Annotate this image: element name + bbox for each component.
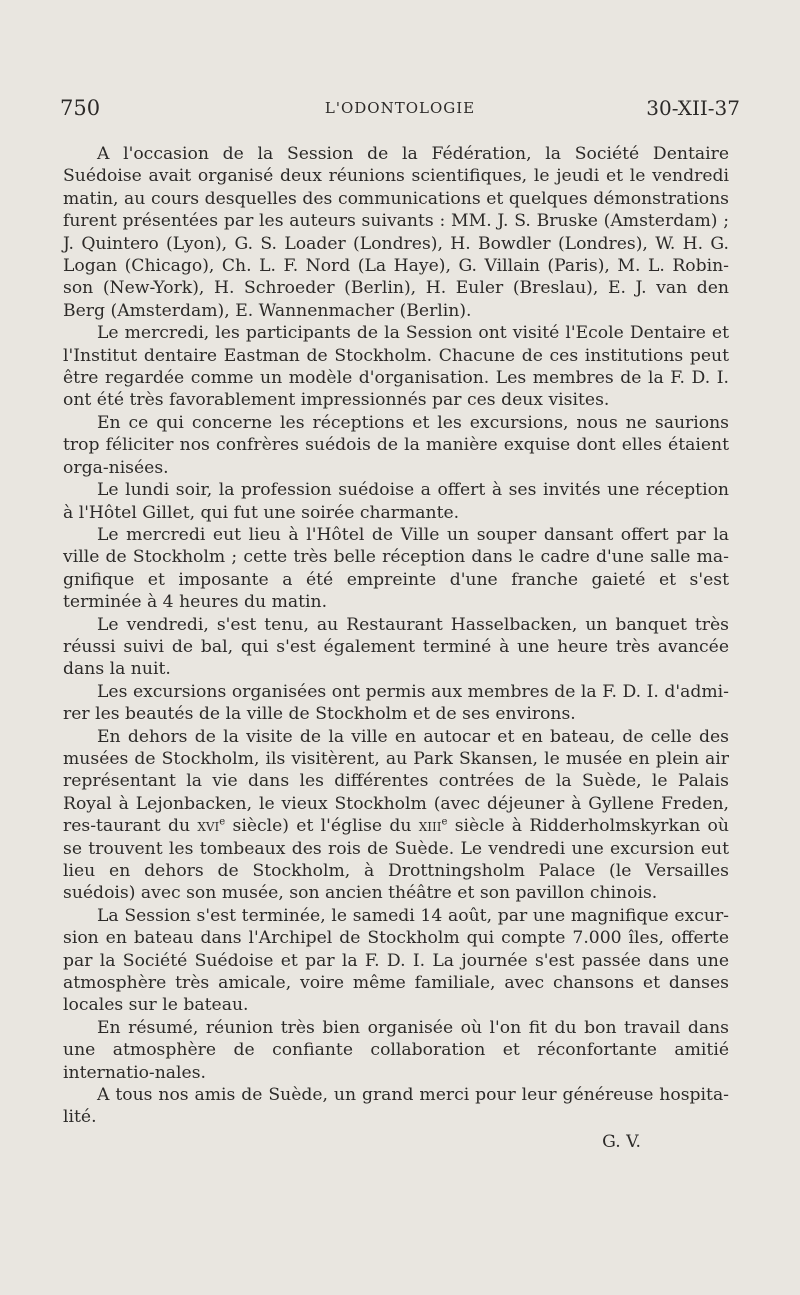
article-body [63, 143, 729, 1153]
paragraph-11: A tous nos amis de Suède, un grand merci pour leur généreuse hospita-lité. [63, 1085, 729, 1128]
paragraph-6: Le vendredi, s'est tenu, au Restaurant Hasselbacken, un banquet très réussi suivi de bal, qui s'est également terminé à une heure très avancée dans la nuit. [63, 614, 729, 680]
paragraph-2: Le mercredi, les participants de la Session ont visité l'Ecole Dentaire et l'Institut dentaire Eastman de Stockholm. Chacune de ces institutions peut être regardée comme un modèle d'organisation. Les membres de la F. D. I. ont été très favorablement impressionnés par ces deux visites. [63, 323, 729, 411]
paragraph-9: La Session s'est terminée, le samedi 14 août, par une magnifique excur-sion en bateau dans l'Archipel de Stockholm qui compte 7.000 îles, offerte par la Société Suédoise et par la F. D. I. La journée s'est passée dans une atmosphère très amicale, voire même familiale, avec chansons et danses locales sur le bateau. [63, 905, 729, 1016]
signature: G. V. [602, 1131, 641, 1152]
century-xiii: xiii [418, 816, 442, 837]
p8-part-c: siècle à Ridderholmskyrkan où se trouvent les tombeaux des rois de Suède. Le vendredi une excursion eut lieu en dehors de Stockholm, à Drottningsholm Palace (le Versailles suédois) avec son musée, son ancien théâtre et son pavillon chinois. [63, 816, 729, 904]
page-number: 750 [60, 96, 101, 120]
paragraph-3: En ce qui concerne les réceptions et les excursions, nous ne saurions trop féliciter nos confrères suédois de la manière exquise dont elles étaient orga-nisées. [63, 412, 729, 478]
sup-e-1: e [219, 816, 226, 828]
paragraph-5: Le mercredi eut lieu à l'Hôtel de Ville un souper dansant offert par la ville de Stockholm ; cette très belle réception dans le cadre d'une salle ma-gnifique et imposante a été empreinte d'une franche gaieté et s'est terminée à 4 heures du matin. [63, 524, 729, 613]
paragraph-10: En résumé, réunion très bien organisée où l'on fit du bon travail dans une atmosphère de confiante collaboration et réconfortante amitié internatio-nales. [63, 1017, 729, 1083]
sup-e-2: e [441, 816, 448, 828]
paragraph-7: Les excursions organisées ont permis aux membres de la F. D. I. d'admi-rer les beautés de la ville de Stockholm et de ses environs. [63, 681, 729, 725]
p8-part-b: siècle) et l'église du [225, 816, 419, 837]
p8-part-a: En dehors de la visite de la ville en autocar et en bateau, de celle des musées de Stockholm, ils visitèrent, au Park Skansen, le musée en plein air représentant la vie dans les différentes contrées de la Suède, le Palais Royal à Lejonbacken, le vieux Stockholm (avec déjeuner à Gyllene Freden, res-taurant du [63, 726, 729, 837]
paragraph-1: A l'occasion de la Session de la Fédération, la Société Dentaire Suédoise avait organisé deux réunions scientifiques, le jeudi et le vendredi matin, au cours desquelles des communications et quelques démonstrations furent présentées par les auteurs suivants : MM. J. S. Bruske (Amsterdam) ; J. Quintero (Lyon), G. S. Loader (Londres), H. Bowdler (Londres), W. H. G. Logan (Chicago), Ch. L. F. Nord (La Haye), G. Villain (Paris), M. L. Robin-son (New-York), H. Schroeder (Berlin), H. Euler (Breslau), E. J. van den Berg (Amsterdam), E. Wannenmacher (Berlin). [63, 144, 729, 321]
paragraph-4: Le lundi soir, la profession suédoise a offert à ses invités une réception à l'Hôtel Gillet, qui fut une soirée charmante. [63, 480, 729, 523]
century-xvi: xvi [197, 816, 220, 837]
issue-date: 30-XII-37 [646, 96, 740, 120]
paragraph-8 [63, 726, 729, 905]
journal-title: L'ODONTOLOGIE [324, 99, 476, 117]
running-header [60, 96, 740, 126]
